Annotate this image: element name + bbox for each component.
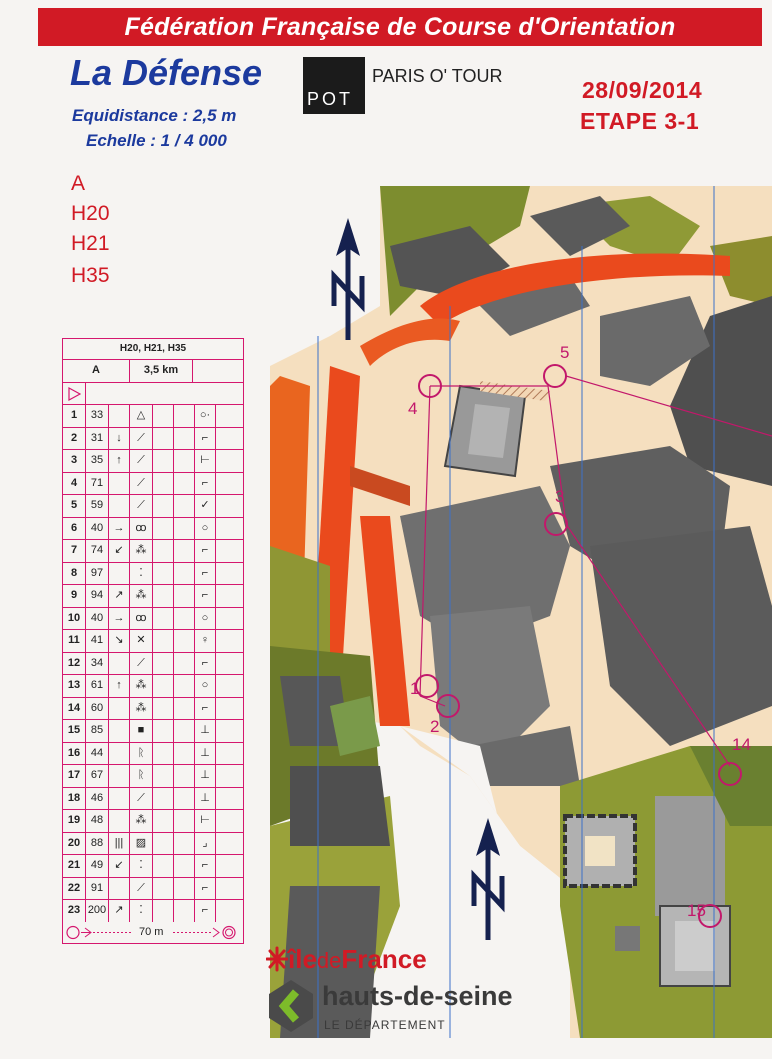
location-symbol: ♀ [195, 630, 216, 652]
control-row [63, 585, 243, 608]
feature-symbol: ⁂ [130, 810, 153, 832]
location-symbol: ○· [195, 405, 216, 427]
empty-cell [216, 765, 243, 787]
location-symbol: ⌐ [195, 653, 216, 675]
empty-cell [174, 540, 195, 562]
start-triangle-icon [63, 383, 86, 405]
control-number-5: 5 [560, 343, 570, 362]
control-number: 1 [63, 405, 86, 427]
empty-cell [216, 833, 243, 855]
control-code: 44 [86, 743, 109, 765]
organizer-name: PARIS O' TOUR [372, 66, 503, 86]
north-arrow-icon [330, 218, 366, 340]
feature-symbol: ᚱ [130, 765, 153, 787]
map-title: La Défense [70, 52, 263, 93]
empty-cell [216, 855, 243, 877]
direction-symbol: ↘ [109, 630, 130, 652]
control-code: 41 [86, 630, 109, 652]
control-row [63, 810, 243, 833]
direction-symbol: ↑ [109, 450, 130, 472]
control-code: 74 [86, 540, 109, 562]
direction-symbol [109, 743, 130, 765]
control-number: 3 [63, 450, 86, 472]
empty-cell [216, 495, 243, 517]
empty-cell [216, 518, 243, 540]
control-row [63, 833, 243, 856]
empty-cell [174, 653, 195, 675]
direction-symbol [109, 473, 130, 495]
control-number: 10 [63, 608, 86, 630]
location-symbol: ⌐ [195, 585, 216, 607]
direction-symbol [109, 405, 130, 427]
direction-symbol: ↗ [109, 585, 130, 607]
direction-symbol: ↑ [109, 675, 130, 697]
feature-symbol: ꝏ [130, 518, 153, 540]
control-number: 22 [63, 878, 86, 900]
control-code: 33 [86, 405, 109, 427]
control-row [63, 540, 243, 563]
empty-cell [153, 540, 174, 562]
pot-logo [303, 57, 365, 114]
direction-symbol [109, 720, 130, 742]
control-number: 23 [63, 900, 86, 922]
empty-cell [174, 855, 195, 877]
card-course-row [63, 360, 243, 383]
feature-symbol: ⁂ [130, 675, 153, 697]
control-number: 4 [63, 473, 86, 495]
empty-cell [153, 855, 174, 877]
control-row [63, 450, 243, 473]
direction-symbol: → [109, 518, 130, 540]
feature-symbol: ⟋ [130, 653, 153, 675]
empty-cell [216, 788, 243, 810]
control-row [63, 878, 243, 901]
location-symbol: ○ [195, 608, 216, 630]
control-row [63, 765, 243, 788]
empty-cell [153, 405, 174, 427]
control-number-2: 2 [430, 717, 440, 736]
card-finish-row [63, 922, 243, 944]
control-row [63, 405, 243, 428]
north-arrow-icon [470, 818, 506, 940]
location-symbol: ⌐ [195, 698, 216, 720]
direction-symbol [109, 810, 130, 832]
empty-cell [153, 630, 174, 652]
control-number-15: 15 [687, 901, 706, 920]
empty-cell [153, 495, 174, 517]
empty-cell [174, 495, 195, 517]
empty-cell [153, 833, 174, 855]
feature-symbol: ⁚ [130, 563, 153, 585]
control-row [63, 743, 243, 766]
direction-symbol [109, 878, 130, 900]
feature-symbol: ⟋ [130, 878, 153, 900]
empty-cell [153, 698, 174, 720]
empty-cell [216, 653, 243, 675]
idf-text-de: de [316, 948, 342, 973]
empty-cell [174, 585, 195, 607]
empty-cell [153, 518, 174, 540]
control-row [63, 855, 243, 878]
control-number: 18 [63, 788, 86, 810]
course-label: A [71, 172, 86, 195]
control-number: 5 [63, 495, 86, 517]
empty-cell [216, 585, 243, 607]
empty-cell [153, 675, 174, 697]
direction-symbol [109, 563, 130, 585]
finish-instruction [63, 922, 243, 944]
location-symbol: ⌐ [195, 428, 216, 450]
empty-cell [153, 765, 174, 787]
control-row [63, 788, 243, 811]
empty-cell [216, 473, 243, 495]
direction-symbol: ||| [109, 833, 130, 855]
location-symbol: ⌐ [195, 900, 216, 922]
feature-symbol: ▨ [130, 833, 153, 855]
location-symbol: ⊢ [195, 450, 216, 472]
empty-cell [153, 450, 174, 472]
control-number-3: 3 [555, 487, 565, 506]
feature-symbol: ⁂ [130, 585, 153, 607]
control-row [63, 608, 243, 631]
empty-cell [216, 878, 243, 900]
empty-cell [216, 608, 243, 630]
control-code: 88 [86, 833, 109, 855]
empty-cell [174, 720, 195, 742]
empty-cell [174, 810, 195, 832]
empty-cell [216, 405, 243, 427]
card-empty-cell [86, 383, 243, 405]
empty-cell [216, 675, 243, 697]
card-course: A [63, 360, 130, 382]
control-code: 46 [86, 788, 109, 810]
empty-cell [153, 473, 174, 495]
empty-cell [153, 788, 174, 810]
empty-cell [153, 585, 174, 607]
location-symbol: ✓ [195, 495, 216, 517]
control-number: 7 [63, 540, 86, 562]
empty-cell [153, 608, 174, 630]
empty-cell [174, 900, 195, 922]
feature-symbol: ⟋ [130, 428, 153, 450]
empty-cell [216, 900, 243, 922]
location-symbol: ⌐ [195, 540, 216, 562]
control-row [63, 675, 243, 698]
direction-symbol: ↗ [109, 900, 130, 922]
finish-distance: 70 m [139, 925, 164, 938]
control-code: 59 [86, 495, 109, 517]
event-date: 28/09/2014 [582, 77, 703, 103]
control-number: 9 [63, 585, 86, 607]
location-symbol: ○ [195, 518, 216, 540]
empty-cell [153, 720, 174, 742]
empty-cell [216, 743, 243, 765]
feature-symbol: ⟋ [130, 788, 153, 810]
control-number: 2 [63, 428, 86, 450]
control-number: 14 [63, 698, 86, 720]
control-code: 35 [86, 450, 109, 472]
feature-symbol: ✕ [130, 630, 153, 652]
direction-symbol [109, 765, 130, 787]
empty-cell [153, 878, 174, 900]
control-row [63, 428, 243, 451]
control-number-14: 14 [732, 735, 751, 754]
location-symbol: ○ [195, 675, 216, 697]
control-number: 17 [63, 765, 86, 787]
course-label: H35 [71, 264, 110, 287]
card-empty-cell [193, 360, 243, 382]
control-row [63, 720, 243, 743]
hauts-de-seine-logo: hauts-de-seine [322, 981, 513, 1011]
empty-cell [174, 743, 195, 765]
control-number: 21 [63, 855, 86, 877]
feature-symbol: ⁂ [130, 698, 153, 720]
control-row [63, 698, 243, 721]
control-number: 12 [63, 653, 86, 675]
course-label: H20 [71, 202, 110, 225]
control-code: 49 [86, 855, 109, 877]
location-symbol: ⌐ [195, 563, 216, 585]
empty-cell [216, 810, 243, 832]
control-code: 61 [86, 675, 109, 697]
direction-symbol [109, 698, 130, 720]
pot-logo-text: POT [307, 89, 354, 109]
map-scale: Echelle : 1 / 4 000 [86, 131, 227, 150]
location-symbol: ⊥ [195, 720, 216, 742]
empty-cell [174, 428, 195, 450]
feature-symbol: ⁚ [130, 855, 153, 877]
location-symbol: ⌟ [195, 833, 216, 855]
federation-banner: Fédération Française de Course d'Orientation [38, 8, 762, 46]
control-number: 16 [63, 743, 86, 765]
idf-text-france: France [341, 944, 427, 974]
event-stage: ETAPE 3-1 [580, 108, 700, 134]
empty-cell [174, 563, 195, 585]
location-symbol: ⊥ [195, 788, 216, 810]
empty-cell [174, 878, 195, 900]
empty-cell [153, 900, 174, 922]
empty-cell [153, 810, 174, 832]
feature-symbol: ⁂ [130, 540, 153, 562]
feature-symbol: ᚱ [130, 743, 153, 765]
empty-cell [216, 563, 243, 585]
card-categories: H20, H21, H35 [63, 339, 243, 360]
control-code: 67 [86, 765, 109, 787]
control-code: 31 [86, 428, 109, 450]
feature-symbol: ⟋ [130, 473, 153, 495]
direction-symbol [109, 788, 130, 810]
empty-cell [216, 450, 243, 472]
card-length: 3,5 km [130, 360, 193, 382]
control-code: 94 [86, 585, 109, 607]
direction-symbol: → [109, 608, 130, 630]
control-number: 6 [63, 518, 86, 540]
control-row [63, 473, 243, 496]
empty-cell [174, 405, 195, 427]
control-code: 200 [86, 900, 109, 922]
control-number-4: 4 [408, 399, 418, 418]
control-number: 13 [63, 675, 86, 697]
control-code: 40 [86, 608, 109, 630]
direction-symbol: ↙ [109, 540, 130, 562]
control-code: 48 [86, 810, 109, 832]
empty-cell [174, 788, 195, 810]
control-code: 71 [86, 473, 109, 495]
empty-cell [174, 518, 195, 540]
feature-symbol: △ [130, 405, 153, 427]
control-row [63, 563, 243, 586]
empty-cell [216, 720, 243, 742]
empty-cell [174, 698, 195, 720]
control-row [63, 653, 243, 676]
direction-symbol: ↓ [109, 428, 130, 450]
control-number: 19 [63, 810, 86, 832]
location-symbol: ⌐ [195, 855, 216, 877]
direction-symbol: ↙ [109, 855, 130, 877]
empty-cell [153, 743, 174, 765]
location-symbol: ⊢ [195, 810, 216, 832]
empty-cell [216, 540, 243, 562]
empty-cell [174, 765, 195, 787]
location-symbol: ⌐ [195, 473, 216, 495]
empty-cell [216, 630, 243, 652]
idf-star-icon [266, 946, 288, 972]
course-label: H21 [71, 232, 110, 255]
empty-cell [153, 563, 174, 585]
control-number: 8 [63, 563, 86, 585]
feature-symbol: ■ [130, 720, 153, 742]
empty-cell [153, 428, 174, 450]
hauts-de-seine-subtitle: LE DÉPARTEMENT [324, 1018, 446, 1032]
empty-cell [174, 675, 195, 697]
empty-cell [174, 833, 195, 855]
empty-cell [174, 473, 195, 495]
control-number-1: 1 [410, 679, 420, 698]
ile-de-france-logo [288, 944, 427, 975]
feature-symbol: ⁚ [130, 900, 153, 922]
location-symbol: ⊥ [195, 765, 216, 787]
feature-symbol: ꝏ [130, 608, 153, 630]
control-row [63, 495, 243, 518]
feature-symbol: ⟋ [130, 495, 153, 517]
card-start-row [63, 383, 243, 406]
hauts-de-seine-icon [266, 978, 316, 1034]
control-number: 15 [63, 720, 86, 742]
control-number: 20 [63, 833, 86, 855]
feature-symbol: ⟋ [130, 450, 153, 472]
control-row [63, 518, 243, 541]
control-code: 40 [86, 518, 109, 540]
direction-symbol [109, 653, 130, 675]
location-symbol: ⌐ [195, 878, 216, 900]
contour-interval: Equidistance : 2,5 m [72, 106, 237, 125]
control-code: 97 [86, 563, 109, 585]
control-row [63, 630, 243, 653]
empty-cell [174, 450, 195, 472]
control-description-card [62, 338, 244, 944]
control-code: 34 [86, 653, 109, 675]
empty-cell [216, 428, 243, 450]
direction-symbol [109, 495, 130, 517]
idf-text-ile: île [288, 944, 317, 974]
control-row [63, 900, 243, 922]
location-symbol: ⊥ [195, 743, 216, 765]
control-code: 91 [86, 878, 109, 900]
empty-cell [174, 630, 195, 652]
empty-cell [153, 653, 174, 675]
empty-cell [216, 698, 243, 720]
control-code: 60 [86, 698, 109, 720]
control-number: 11 [63, 630, 86, 652]
control-code: 85 [86, 720, 109, 742]
empty-cell [174, 608, 195, 630]
